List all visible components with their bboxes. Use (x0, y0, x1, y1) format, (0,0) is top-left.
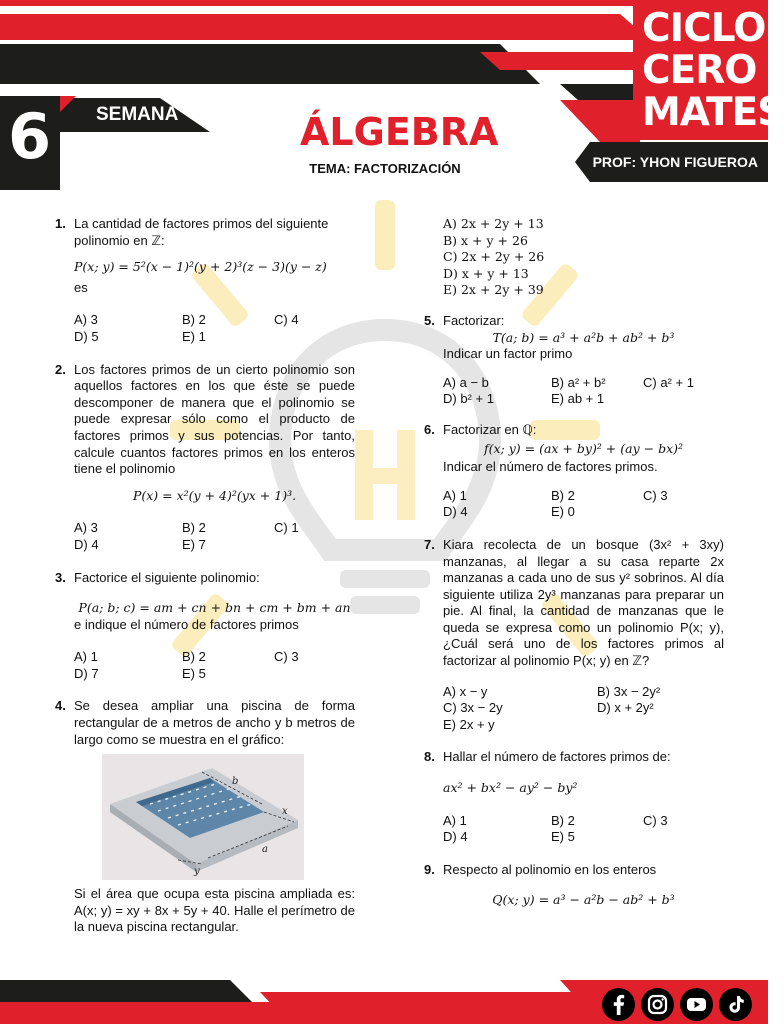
option[interactable]: B) 2 (551, 812, 575, 828)
option[interactable]: C) 2x + 2y + 26 (443, 249, 545, 265)
option[interactable]: B) 2 (551, 487, 575, 503)
option[interactable]: A) 2x + 2y + 13 (443, 216, 544, 231)
option[interactable]: E) 5 (182, 665, 206, 681)
option[interactable]: A) 3 (74, 312, 98, 328)
option[interactable]: B) x + y + 26 (443, 232, 528, 248)
option[interactable]: C) a² + 1 (643, 374, 694, 390)
question-text-after: Si el área que ocupa esta piscina ampliada es: A(x; y) = xy + 8x + 5y + 40. Halle el perímetro de la nueva piscina rectangular. (74, 886, 355, 935)
pool-diagram (102, 754, 304, 880)
option[interactable]: D) 5 (74, 328, 99, 344)
question-4-options (424, 216, 724, 299)
answer-options (443, 813, 724, 846)
option[interactable]: C) 3x − 2y (443, 700, 503, 716)
week-number: 6 (8, 100, 52, 173)
option[interactable]: E) 7 (182, 536, 206, 552)
option[interactable]: A) 1 (443, 487, 467, 503)
answer-options (443, 488, 724, 521)
option[interactable]: C) 3 (274, 649, 299, 665)
option[interactable]: C) 4 (274, 312, 299, 328)
answer-options (443, 684, 724, 734)
page-title: ÁLGEBRA (300, 110, 499, 154)
answer-options (74, 520, 355, 553)
option[interactable]: A) 1 (443, 812, 467, 828)
option[interactable]: D) 7 (74, 665, 99, 681)
option[interactable]: B) 2 (182, 649, 206, 665)
option[interactable]: E) 5 (551, 829, 575, 845)
youtube-icon[interactable] (680, 988, 713, 1021)
formula: P(a; b; c) = am + cn + bn + cm + bm + an (78, 600, 351, 616)
question-7: 7. Kiara recolecta de un bosque (3x² + 3xy) manzanas, al llegar a su casa reparte 2x manzanas a cada uno de sus y² sobrinos. Al día siguiente utiliza 2y³ manzanas para preparar un pie. Al final, la cantidad de manzanas que le queda se expresa como un polinomio P(x; y), ¿Cuál será uno de los factores primos al factorizar al polinomio P(x; y) en ℤ? A) x − y B) 3x − 2y² C) 3x − 2y D) x + 2y² E) 2x + y (424, 537, 724, 734)
option[interactable]: D) 4 (443, 829, 468, 845)
option[interactable]: E) 2x + y (443, 716, 495, 732)
option[interactable]: A) 1 (74, 649, 98, 665)
formula: Q(x; y) = a³ − a²b − ab² + b³ (492, 892, 675, 908)
option[interactable]: B) 2 (182, 312, 206, 328)
option[interactable]: B) 3x − 2y² (597, 683, 661, 699)
instagram-icon[interactable] (641, 988, 674, 1021)
question-3: 3. Factorice el siguiente polinomio: P(a; b; c) = am + cn + bn + cm + bm + an e indique el número de factores primos A) 1 B) 2 C) 3 D) 7 E) 5 (55, 570, 355, 683)
right-column (424, 216, 724, 913)
option[interactable]: E) 2x + 2y + 39 (443, 282, 544, 298)
option[interactable]: D) x + 2y² (597, 700, 654, 716)
formula: P(x; y) = 5²(x − 1)²(y + 2)³(z − 3)(y − z) (74, 259, 327, 275)
brand-logo-text: CICLO CERO MATES (642, 6, 784, 135)
question-text: Hallar el número de factores primos de: (443, 749, 671, 765)
option[interactable]: A) x − y (443, 683, 488, 699)
question-8: 8. Hallar el número de factores primos de: ax² + bx² − ay² − by² A) 1 B) 2 C) 3 D) 4 E) 5 (424, 749, 724, 845)
question-text-after: e indique el número de factores primos (74, 616, 299, 632)
option[interactable]: A) 3 (74, 520, 98, 536)
answer-options (74, 649, 355, 682)
option[interactable]: D) x + y + 13 (443, 265, 529, 281)
option[interactable]: C) 1 (274, 520, 299, 536)
question-text: Respecto al polinomio en los enteros (443, 861, 657, 877)
option[interactable]: D) b² + 1 (443, 391, 494, 407)
question-text: Factorizar: (443, 312, 505, 328)
tiktok-icon[interactable] (719, 988, 752, 1021)
question-text-after: es (74, 279, 88, 295)
answer-options (443, 375, 724, 408)
answer-options (74, 312, 355, 345)
question-text-after: Indicar un factor primo (443, 346, 573, 362)
formula: T(a; b) = a³ + a²b + ab² + b³ (492, 329, 675, 345)
question-2: 2. Los factores primos de un cierto polinomio son aquellos factores en los que éste se puede descomponer de manera que el polinomio se puede expresar sólo como el producto de factores primos y sus potencias. Por tanto, calcule cuantos factores primos en los enteros tiene el polinomio P(x) = x²(y + 4)²(yx + 1)³. A) 3 B) 2 C) 1 D) 4 E) 7 (55, 362, 355, 554)
option[interactable]: E) ab + 1 (551, 391, 605, 407)
option[interactable]: D) 4 (443, 504, 468, 520)
left-column (55, 216, 355, 936)
question-6: 6. Factorizar en ℚ: f(x; y) = (ax + by)² + (ay − bx)² Indicar el número de factores primos. A) 1 B) 2 C) 3 D) 4 E) 0 (424, 422, 724, 521)
professor-name: PROF: YHON FIGUEROA (592, 154, 758, 170)
question-text: Se desea ampliar una piscina de forma rectangular de a metros de ancho y b metros de largo como se muestra en el gráfico: (74, 698, 355, 747)
question-text: Factorice el siguiente polinomio: (74, 569, 260, 585)
option[interactable]: D) 4 (74, 536, 99, 552)
option[interactable]: C) 3 (643, 487, 668, 503)
question-text: Factorizar en ℚ: (443, 421, 537, 437)
formula: ax² + bx² − ay² − by² (443, 780, 578, 796)
label-x: x (282, 806, 288, 818)
label-b: b (232, 776, 239, 788)
question-9: 9. Respecto al polinomio en los enteros Q(x; y) = a³ − a²b − ab² + b³ (424, 862, 724, 909)
question-text: La cantidad de factores primos del siguiente polinomio en ℤ: (74, 216, 329, 248)
question-1: 1. La cantidad de factores primos del siguiente polinomio en ℤ: P(x; y) = 5²(x − 1)²(y + 2)³(z − 3)(y − z) es A) 3 B) 2 C) 4 D) 5 E) 1 (55, 216, 355, 346)
option[interactable]: C) 3 (643, 812, 668, 828)
question-5: 5. Factorizar: T(a; b) = a³ + a²b + ab² + b³ Indicar un factor primo A) a − b B) a² + b² C) a² + 1 D) b² + 1 E) ab + 1 (424, 313, 724, 408)
question-text: Kiara recolecta de un bosque (3x² + 3xy) manzanas, al llegar a su casa reparte 2x manzanas a cada uno de sus y² sobrinos. Al día siguiente utiliza 2y³ manzanas para preparar un pie. Al final, la cantidad de manzanas que le queda se expresa como un polinomio P(x; y), ¿Cuál será uno de los factores primos al factorizar al polinomio P(x; y) en ℤ? (443, 536, 724, 669)
option[interactable]: E) 0 (551, 504, 575, 520)
option[interactable]: B) 2 (182, 520, 206, 536)
label-y: y (194, 866, 200, 878)
label-a: a (262, 844, 268, 856)
week-label: SEMANA (96, 104, 179, 125)
topic-label: TEMA: FACTORIZACIÓN (309, 161, 461, 176)
option[interactable]: E) 1 (182, 328, 206, 344)
social-icons (602, 988, 752, 1021)
question-4: 4. Se desea ampliar una piscina de forma rectangular de a metros de ancho y b metros de largo como se muestra en el gráfico: b x a y Si el área que ocupa esta piscina ampliada es: A(x; y) = xy + 8x + 5y + 40. Halle el perímetro de la nueva piscina rectangular. (55, 698, 355, 935)
formula: f(x; y) = (ax + by)² + (ay − bx)² (483, 440, 684, 456)
question-text: Los factores primos de un cierto polinomio son aquellos factores en los que éste se puede descomponer de manera que el polinomio se puede expresar sólo como el producto de factores primos y sus potencias. Por tanto, calcule cuantos factores primos en los enteros tiene el polinomio (74, 361, 355, 477)
question-text-after: Indicar el número de factores primos. (443, 459, 658, 475)
facebook-icon[interactable] (602, 988, 635, 1021)
option[interactable]: A) a − b (443, 374, 489, 390)
option[interactable]: B) a² + b² (551, 374, 606, 390)
formula: P(x) = x²(y + 4)²(yx + 1)³. (132, 487, 297, 503)
